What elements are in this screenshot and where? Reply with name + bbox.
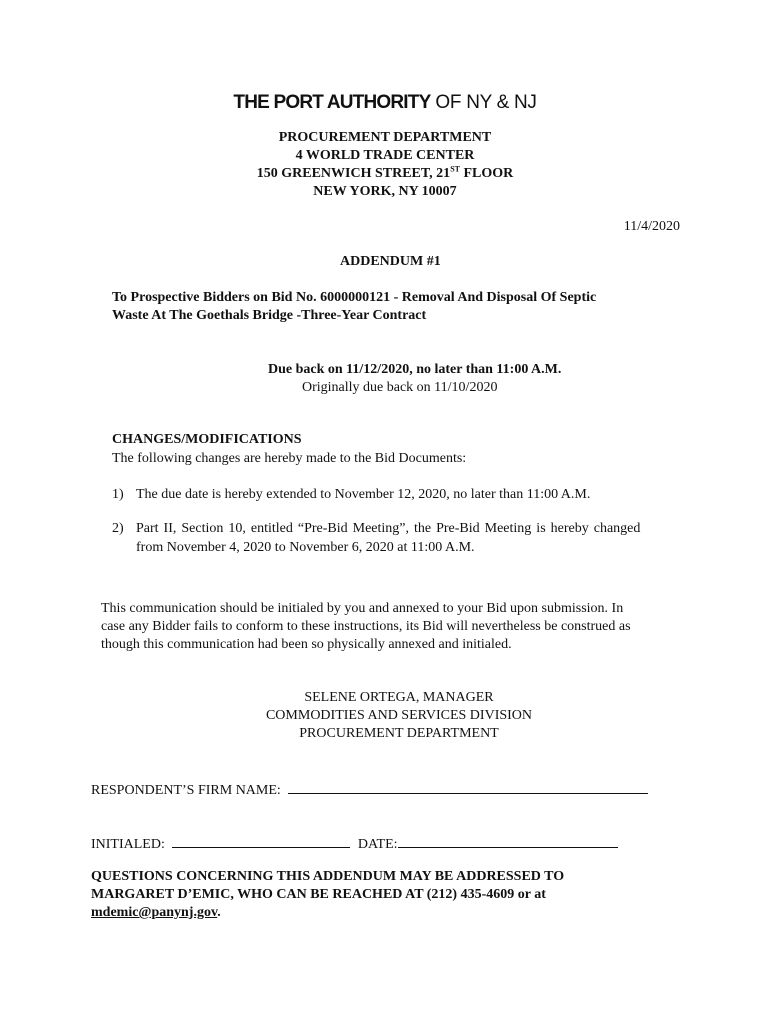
signature-department: PROCUREMENT DEPARTMENT [299, 726, 499, 741]
firm-name-input-line[interactable] [288, 780, 648, 794]
header-department: PROCUREMENT DEPARTMENT [278, 130, 492, 145]
header-address2-post: FLOOR [459, 166, 514, 181]
subject-line-1: To Prospective Bidders on Bid No. 6000000121 - Removal And Disposal Of Septic [112, 290, 597, 305]
change-item-2-number: 2) [112, 521, 124, 536]
firm-name-label: RESPONDENT’S FIRM NAME: [91, 783, 281, 798]
contact-email-link[interactable]: mdemic@panynj.gov [91, 905, 218, 920]
header-address2 [0, 165, 770, 183]
change-item-1-number: 1) [112, 487, 124, 502]
questions-line-3 [91, 905, 221, 921]
firm-name-field [91, 780, 648, 799]
changes-heading: CHANGES/MODIFICATIONS [112, 432, 302, 447]
header-address2-sup: ST [450, 164, 460, 174]
document-date: 11/4/2020 [623, 219, 680, 234]
questions-line-2: MARGARET D’EMIC, WHO CAN BE REACHED AT (212) 435-4609 or at [91, 887, 546, 902]
signature-division: COMMODITIES AND SERVICES DIVISION [265, 708, 533, 723]
change-item-2-text-line1: Part II, Section 10, entitled “Pre-Bid Meeting”, the Pre-Bid Meeting is hereby changed [136, 521, 641, 536]
notice-line-2: case any Bidder fails to conform to these instructions, its Bid will nevertheless be construed as [101, 619, 631, 634]
header-address1: 4 WORLD TRADE CENTER [295, 148, 475, 163]
change-item-1-text: The due date is hereby extended to November 12, 2020, no later than 11:00 A.M. [136, 487, 591, 502]
date-input-line[interactable] [398, 834, 618, 848]
due-back: Due back on 11/12/2020, no later than 11:00 A.M. [268, 362, 562, 377]
date-label: DATE: [357, 837, 398, 852]
questions-period: . [217, 905, 221, 920]
subject-line-2: Waste At The Goethals Bridge -Three-Year Contract [112, 308, 427, 323]
logo-light-text: OF NY & NJ [430, 92, 537, 113]
header-city: NEW YORK, NY 10007 [313, 184, 457, 199]
notice-line-3: though this communication had been so physically annexed and initialed. [101, 637, 512, 652]
header-address2-pre: 150 GREENWICH STREET, 21 [256, 166, 451, 181]
change-item-2-text-line2: from November 4, 2020 to November 6, 2020 at 11:00 A.M. [136, 540, 475, 555]
changes-intro: The following changes are hereby made to the Bid Documents: [112, 451, 467, 466]
initialed-input-line[interactable] [172, 834, 350, 848]
initialed-date-field [91, 834, 618, 853]
logo-strong-text: THE PORT AUTHORITY [233, 92, 431, 113]
port-authority-logo [0, 92, 770, 114]
questions-line-1: QUESTIONS CONCERNING THIS ADDENDUM MAY BE ADDRESSED TO [91, 869, 565, 884]
addendum-title: ADDENDUM #1 [340, 254, 441, 269]
signature-name: SELENE ORTEGA, MANAGER [304, 690, 494, 705]
notice-line-1: This communication should be initialed by you and annexed to your Bid upon submission. In [101, 601, 624, 616]
initialed-label: INITIALED: [91, 837, 165, 852]
originally-due: Originally due back on 11/10/2020 [302, 380, 498, 395]
